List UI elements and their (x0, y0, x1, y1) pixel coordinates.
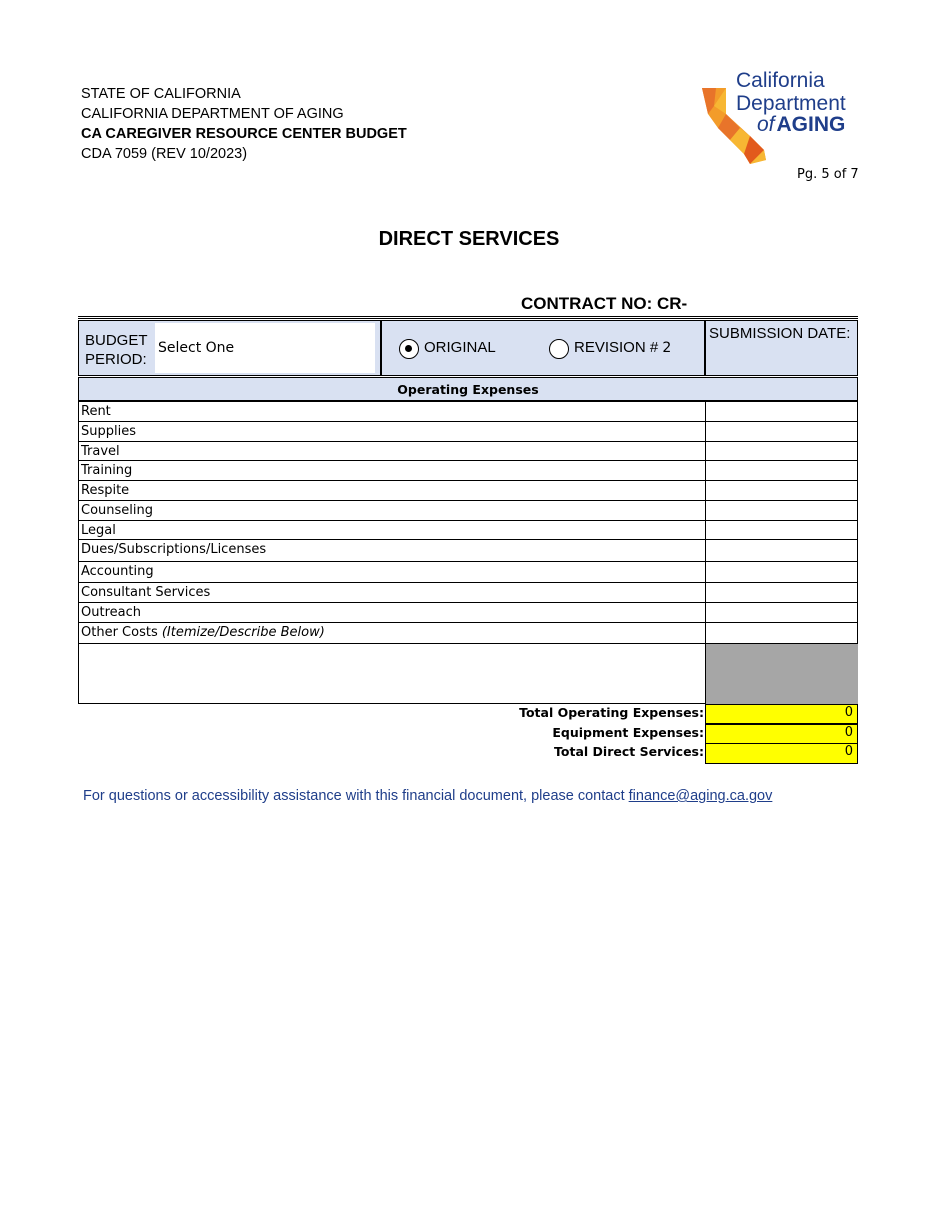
revision-label (574, 339, 671, 356)
other-costs-label-text: Other Costs (81, 625, 162, 640)
header-form-number: CDA 7059 (REV 10/2023) (81, 146, 248, 162)
expense-row-amount-cell[interactable] (705, 421, 858, 441)
logo-text-of-aging (757, 113, 845, 137)
footer-contact (83, 788, 772, 804)
budget-info-band (78, 320, 858, 376)
page-number: Pg. 5 of 7 (797, 167, 859, 182)
expense-row-label: Respite (81, 483, 130, 498)
header-department: CALIFORNIA DEPARTMENT OF AGING (81, 106, 344, 122)
expense-row (78, 521, 858, 540)
expense-row-label: Consultant Services (81, 585, 211, 600)
total-direct-services-value: 0 (705, 743, 858, 764)
expense-row-amount-cell[interactable] (705, 561, 858, 582)
radio-selected-dot (405, 345, 412, 352)
expense-row-label: Travel (81, 444, 120, 459)
contract-number-label: CONTRACT NO: CR- (521, 294, 688, 313)
page-title: DIRECT SERVICES (378, 228, 560, 250)
revision-radio[interactable] (549, 339, 569, 359)
expense-row (78, 442, 858, 461)
budget-period-label-line2: PERIOD: (85, 351, 147, 368)
band-divider (380, 321, 382, 375)
expense-row (78, 603, 858, 623)
expense-row-label: Training (81, 463, 133, 478)
expense-row-label: Accounting (81, 564, 154, 579)
other-costs-label (81, 625, 325, 640)
other-costs-amount-cell[interactable] (705, 622, 858, 643)
expense-row-amount-cell[interactable] (705, 441, 858, 460)
expense-row (78, 562, 858, 583)
expense-row-amount-cell[interactable] (705, 500, 858, 520)
expense-row (78, 422, 858, 442)
expense-row-label: Rent (81, 404, 111, 419)
expense-row-amount-cell[interactable] (705, 520, 858, 539)
logo-text-california: California (736, 69, 825, 92)
expense-row-amount-cell[interactable] (705, 480, 858, 500)
expense-row-amount-cell[interactable] (705, 401, 858, 421)
expense-row-amount-cell[interactable] (705, 582, 858, 602)
logo-text-of: of (757, 113, 775, 136)
budget-period-label-line1: BUDGET (85, 332, 148, 349)
total-direct-services-label: Total Direct Services: (554, 744, 704, 759)
submission-date-label: SUBMISSION DATE: (709, 325, 851, 342)
footer-text: For questions or accessibility assistance with this financial document, please contact (83, 788, 629, 804)
contract-divider (78, 316, 858, 319)
expense-row (78, 481, 858, 501)
expense-row (78, 583, 858, 603)
header-state: STATE OF CALIFORNIA (81, 86, 241, 102)
budget-period-select[interactable]: Select One (155, 323, 375, 373)
band-divider-right (704, 321, 706, 375)
total-operating-value: 0 (705, 704, 858, 724)
expense-row-amount-cell[interactable] (705, 539, 858, 561)
original-label: ORIGINAL (424, 339, 496, 356)
logo-text-aging: AGING (776, 113, 846, 136)
other-costs-note: (Itemize/Describe Below) (161, 625, 325, 640)
finance-email-link[interactable]: finance@aging.ca.gov (628, 788, 773, 804)
expense-row (78, 501, 858, 521)
total-operating-label: Total Operating Expenses: (519, 705, 704, 720)
expense-row-label: Outreach (81, 605, 141, 620)
expense-row (78, 402, 858, 422)
expense-row-label: Counseling (81, 503, 153, 518)
equipment-expenses-label: Equipment Expenses: (552, 725, 704, 740)
operating-expenses-header: Operating Expenses (78, 377, 858, 402)
expense-row (78, 540, 858, 562)
expense-row-label: Dues/Subscriptions/Licenses (81, 542, 267, 557)
revision-number[interactable]: 2 (662, 340, 672, 356)
expense-row-amount-cell[interactable] (705, 460, 858, 480)
expense-row-amount-cell[interactable] (705, 602, 858, 622)
expense-row-label: Legal (81, 523, 116, 538)
original-radio[interactable] (399, 339, 419, 359)
other-costs-gray-cell (705, 644, 858, 704)
expense-row-label: Supplies (81, 424, 136, 439)
expense-row (78, 461, 858, 481)
other-costs-row (78, 623, 858, 644)
header-form-title: CA CAREGIVER RESOURCE CENTER BUDGET (81, 126, 407, 142)
other-costs-description-field[interactable] (79, 644, 705, 703)
equipment-expenses-value: 0 (705, 724, 858, 744)
budget-period-label (85, 331, 148, 369)
revision-label-text: REVISION # (574, 339, 659, 356)
logo-text-department: Department (736, 92, 846, 115)
